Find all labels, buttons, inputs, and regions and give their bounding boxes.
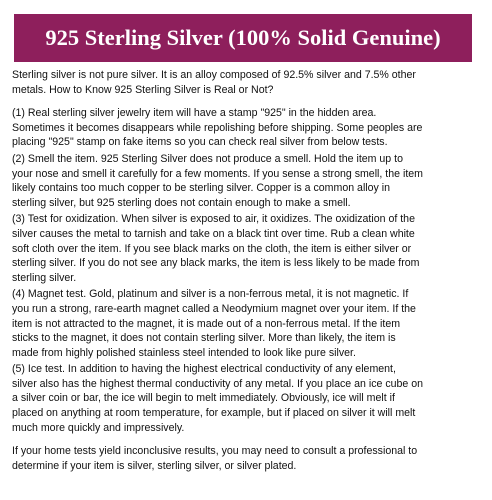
smell-test-paragraph [12,152,480,210]
text-line: you run a strong, rare-earth magnet called a Neodymium magnet over your item. If the [12,302,416,315]
oxidization-test-paragraph [12,212,480,285]
stamp-test-paragraph [12,106,480,150]
text-line: likely contains too much copper to be sterling silver. Copper is a common alloy in [12,182,391,195]
text-line: sticks to the magnet, it does not contain sterling silver. More than likely, the item is [12,332,396,345]
ice-test-paragraph [12,362,480,435]
text-line: Sometimes it becomes disappears while repolishing before shipping. Some peoples are [12,121,423,134]
text-line: soft cloth over the item. If you see black marks on the cloth, the item is either silver or [12,242,412,255]
text-line: your nose and smell it carefully for a few moments. If you sense a strong smell, the item [12,167,423,180]
conclusion-paragraph [12,444,480,473]
text-line: item is not attracted to the magnet, it is made out of a non-ferrous metal. If the item [12,317,401,330]
text-line: determine if your item is silver, sterling silver, or silver plated. [12,459,297,472]
text-line: (3) Test for oxidization. When silver is exposed to air, it oxidizes. The oxidization of the [12,213,415,226]
article-body [12,68,480,473]
text-line: (1) Real sterling silver jewelry item will have a stamp "925" in the hidden area. [12,107,377,120]
text-line: (4) Magnet test. Gold, platinum and silver is a non-ferrous metal, it is not magnetic. If [12,288,409,301]
intro-paragraph [12,68,480,97]
text-line: Sterling silver is not pure silver. It is an alloy composed of 92.5% silver and 7.5% other [12,69,416,81]
text-line: sterling silver. If you do not see any black marks, the item is less likely to be made from [12,257,420,270]
text-line: silver causes the metal to tarnish and take on a black tint over time. Rub a clean white [12,227,415,240]
text-line: placed on anything at room temperature, for example, but if placed on silver it will melt [12,407,416,420]
title-banner [14,14,472,62]
magnet-test-paragraph [12,287,480,360]
text-line: silver also has the highest thermal conductivity of any metal. If you place an ice cube on [12,377,424,390]
text-line: much more quickly and impressively. [12,421,185,434]
text-line: a silver coin or bar, the ice will begin to melt immediately. Obviously, ice will melt if [12,392,395,405]
text-line: sterling silver. [12,271,77,284]
text-line: (5) Ice test. In addition to having the highest electrical conductivity of any element, [12,363,396,376]
page-title: 925 Sterling Silver (100% Solid Genuine) [45,25,441,50]
text-line: sterling silver, but 925 sterling does not contain enough to make a smell. [12,196,351,209]
text-line: metals. How to Know 925 Sterling Silver is Real or Not? [12,83,274,96]
text-line: If your home tests yield inconclusive results, you may need to consult a professional to [12,445,418,458]
text-line: (2) Smell the item. 925 Sterling Silver does not produce a smell. Hold the item up to [12,152,403,165]
text-line: made from highly polished stainless steel intended to look like pure silver. [12,346,356,359]
text-line: placing "925" stamp on fake items so you can check real silver from below tests. [12,136,388,149]
